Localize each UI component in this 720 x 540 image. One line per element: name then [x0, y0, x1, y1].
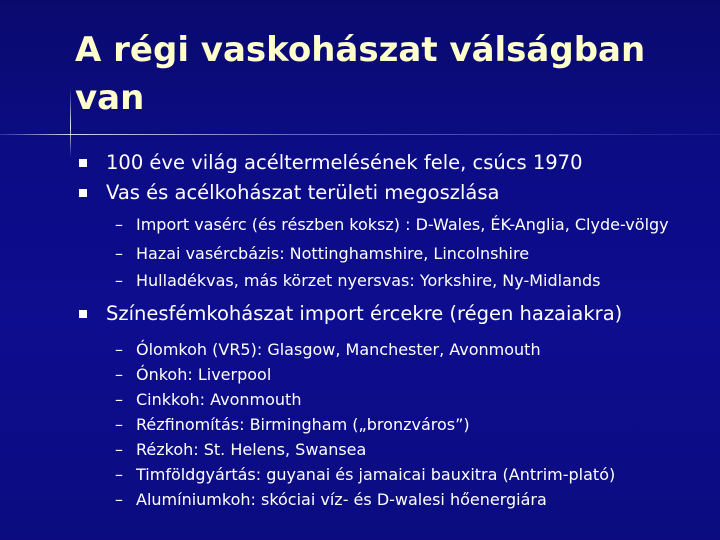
sub-item-text: Cinkkoh: Avonmouth	[136, 390, 302, 409]
dash-marker: –	[115, 390, 123, 409]
sub-item	[76, 241, 716, 266]
sub-item	[76, 362, 716, 387]
sub-item-text: Rézfinomítás: Birmingham („bronzváros”)	[136, 415, 470, 434]
dash-marker: –	[115, 365, 123, 384]
sub-item	[76, 216, 716, 234]
slide-title: A régi vaskohászat válságban van	[75, 30, 646, 118]
sub-item	[76, 268, 716, 293]
dash-marker: –	[115, 440, 123, 459]
sub-item-text: Import vasérc (és részben koksz) : D-Wales, ÉK-Anglia, Clyde-völgy	[136, 215, 669, 234]
sub-item	[76, 337, 716, 362]
dash-marker: –	[115, 215, 123, 234]
bullet-text: 100 éve világ acéltermelésének fele, csúcs 1970	[106, 151, 583, 174]
sub-item	[76, 387, 716, 412]
sub-item-text: Hazai vasércbázis: Nottinghamshire, Lincolnshire	[136, 244, 530, 263]
bullet-item	[76, 178, 706, 208]
bullet-text: Vas és acélkohászat területi megoszlása	[106, 181, 500, 204]
square-bullet-icon	[79, 189, 87, 197]
dash-marker: –	[115, 415, 123, 434]
bullet-item	[76, 299, 706, 329]
sub-item-text: Ónkoh: Liverpool	[136, 365, 272, 384]
dash-marker: –	[115, 465, 123, 484]
sub-item	[76, 437, 716, 462]
bullet-text: Színesfémkohászat import ércekre (régen hazaiakra)	[106, 302, 623, 325]
dash-marker: –	[115, 340, 123, 359]
square-bullet-icon	[79, 159, 87, 167]
sub-item-text: Rézkoh: St. Helens, Swansea	[136, 440, 367, 459]
bullet-item	[76, 148, 706, 178]
sub-item-text: Ólomkoh (VR5): Glasgow, Manchester, Avonmouth	[136, 340, 541, 359]
sub-item-text: Alumíniumkoh: skóciai víz- és D-walesi hőenergiára	[136, 490, 547, 509]
slide-content	[76, 146, 706, 516]
decorative-vertical-line	[70, 88, 71, 158]
dash-marker: –	[115, 244, 123, 263]
dash-marker: –	[115, 490, 123, 509]
sub-item	[76, 412, 716, 437]
square-bullet-icon	[79, 310, 87, 318]
sub-list	[76, 216, 706, 293]
sub-item-text: Hulladékvas, más körzet nyersvas: Yorkshire, Ny-Midlands	[136, 271, 601, 290]
decorative-horizontal-line	[0, 134, 720, 135]
sub-list	[76, 337, 706, 512]
sub-item	[76, 487, 716, 512]
dash-marker: –	[115, 271, 123, 290]
sub-item	[76, 462, 716, 487]
sub-item-text: Timföldgyártás: guyanai és jamaicai bauxitra (Antrim-plató)	[136, 465, 616, 484]
